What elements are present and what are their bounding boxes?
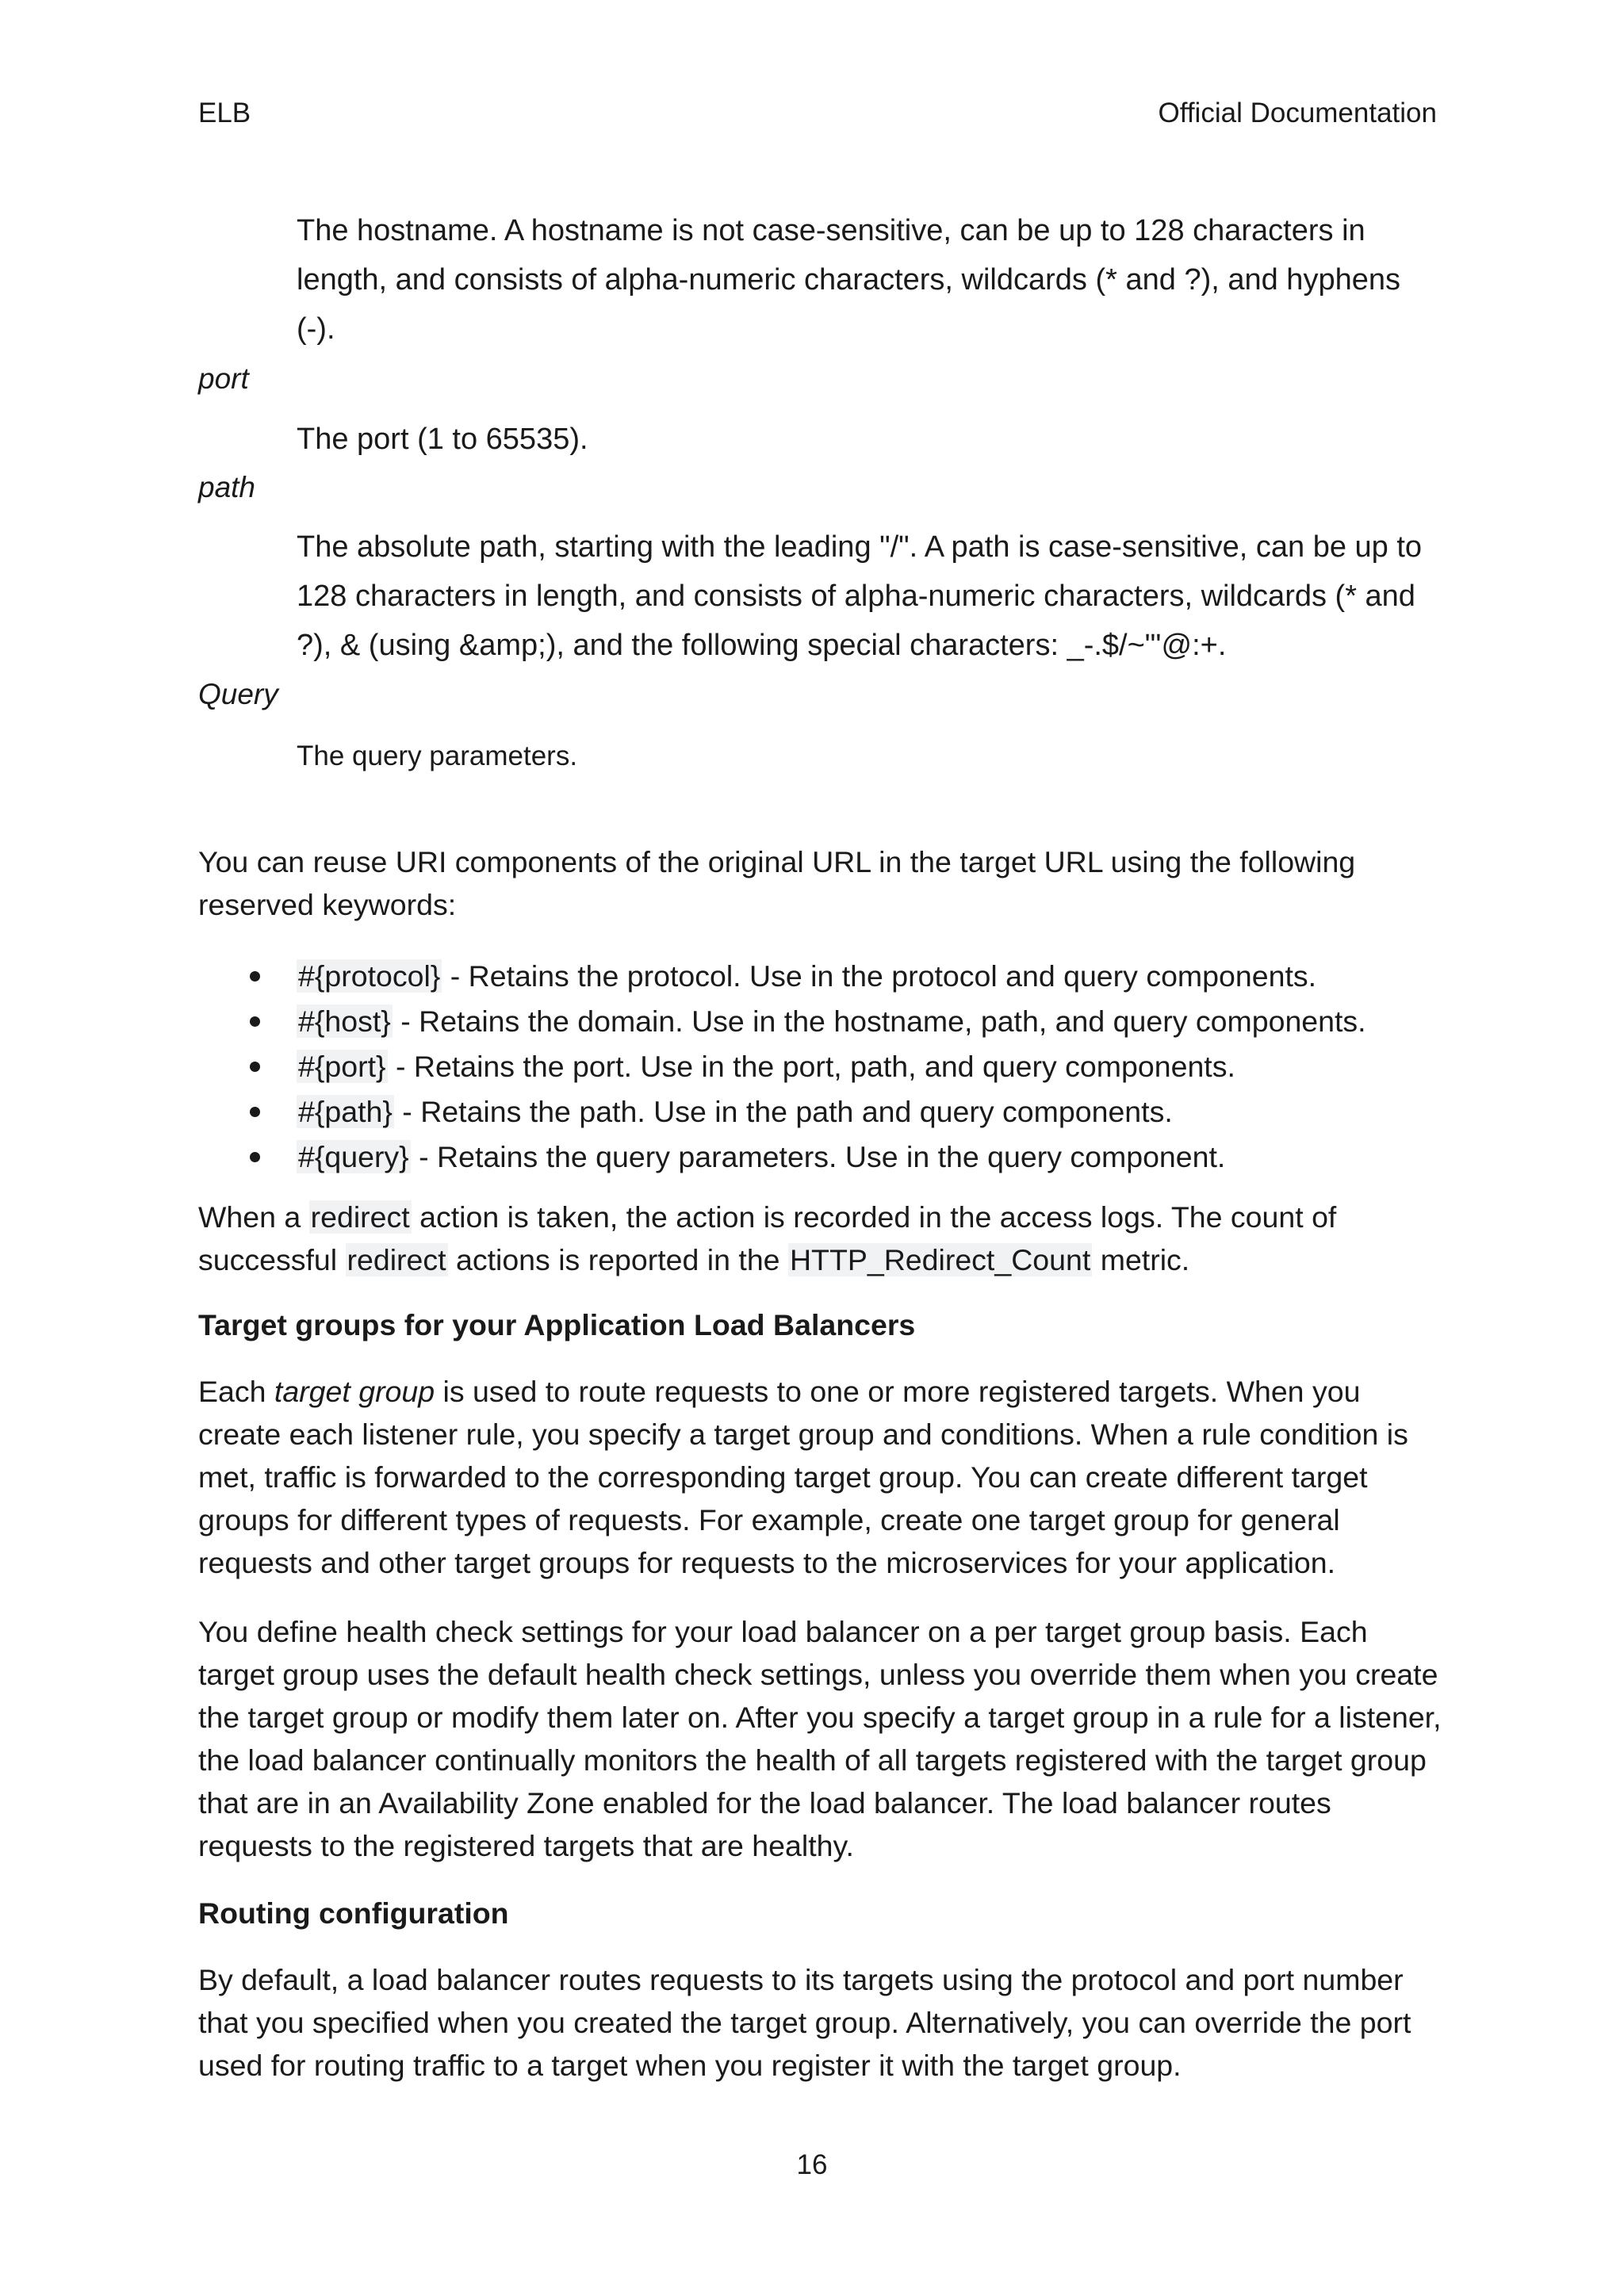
keyword-code: #{host} bbox=[298, 1004, 391, 1038]
target-groups-paragraph: Each target group is used to route requests to one or more registered targets. When you create each listener rule, you specify a target group and conditions. When a rule condition is met, traffic is forwarded to the corresponding target group. You can create different target groups for different types of requests. For example, create one target group for general requests and other target groups for requests to the microservices for your application. bbox=[198, 1375, 1408, 1579]
term-path: path bbox=[198, 471, 256, 503]
keyword-text: - Retains the query parameters. Use in the query component. bbox=[410, 1140, 1226, 1173]
section-heading-target-groups: Target groups for your Application Load Balancers bbox=[198, 1308, 916, 1341]
list-item bbox=[198, 1089, 1467, 1135]
redirect-paragraph: When a redirect action is taken, the action is recorded in the access logs. The count of successful redirect actions is reported in the HTTP_Redirect_Count metric. bbox=[198, 1200, 1337, 1276]
keyword-code: #{path} bbox=[298, 1095, 393, 1128]
header-left: ELB bbox=[198, 98, 251, 128]
keyword-text: - Retains the protocol. Use in the protocol and query components. bbox=[442, 959, 1317, 993]
bullet-icon bbox=[250, 1152, 260, 1162]
list-item bbox=[198, 1044, 1467, 1089]
port-description: The port (1 to 65535). bbox=[297, 423, 588, 456]
keyword-text: - Retains the path. Use in the path and query components. bbox=[393, 1095, 1173, 1128]
keyword-code: #{query} bbox=[298, 1140, 409, 1173]
bullet-icon bbox=[250, 1107, 260, 1117]
header-right: Official Documentation bbox=[1158, 98, 1437, 128]
list-item bbox=[198, 999, 1467, 1044]
term-query: Query bbox=[198, 678, 278, 710]
redirect-code: redirect bbox=[347, 1243, 446, 1276]
keyword-list bbox=[198, 954, 1467, 1180]
metric-code: HTTP_Redirect_Count bbox=[789, 1243, 1091, 1276]
term-port: port bbox=[198, 362, 249, 395]
bullet-icon bbox=[250, 1016, 260, 1027]
bullet-icon bbox=[250, 971, 260, 982]
list-item bbox=[198, 954, 1467, 999]
query-description: The query parameters. bbox=[297, 740, 578, 771]
keyword-text: - Retains the port. Use in the port, path, and query components. bbox=[387, 1050, 1235, 1083]
reuse-intro-paragraph: You can reuse URI components of the original URL in the target URL using the following reserved keywords: bbox=[198, 845, 1356, 921]
bullet-icon bbox=[250, 1062, 260, 1072]
routing-paragraph: By default, a load balancer routes requests to its targets using the protocol and port number that you specified when you created the target group. Alternatively, you can override the port used for routing traffic to a target when you register it with the target group. bbox=[198, 1963, 1411, 2082]
keyword-text: - Retains the domain. Use in the hostname, path, and query components. bbox=[392, 1004, 1366, 1038]
keyword-code: #{port} bbox=[298, 1050, 386, 1083]
list-item bbox=[198, 1135, 1467, 1180]
redirect-code: redirect bbox=[310, 1200, 410, 1234]
page-number: 16 bbox=[796, 2149, 828, 2180]
hostname-description: The hostname. A hostname is not case-sensitive, can be up to 128 characters in length, and consists of alpha-numeric characters, wildcards (* and ?), and hyphens (-). bbox=[297, 214, 1400, 346]
keyword-code: #{protocol} bbox=[298, 959, 441, 993]
path-description: The absolute path, starting with the leading "/". A path is case-sensitive, can be up to 128 characters in length, and consists of alpha-numeric characters, wildcards (* and ?), & (using &amp;), and the following special characters: _-.$/~"'@:+. bbox=[297, 530, 1423, 662]
section-heading-routing: Routing configuration bbox=[198, 1896, 509, 1930]
health-check-paragraph: You define health check settings for your load balancer on a per target group basis. Each target group uses the default health check settings, unless you override them when you create the target group or modify them later on. After you specify a target group in a rule for a listener, the load balancer continually monitors the health of all targets registered with the target group that are in an Availability Zone enabled for the load balancer. The load balancer routes requests to the registered targets that are healthy. bbox=[198, 1615, 1442, 1862]
target-group-emphasis: target group bbox=[274, 1375, 435, 1408]
